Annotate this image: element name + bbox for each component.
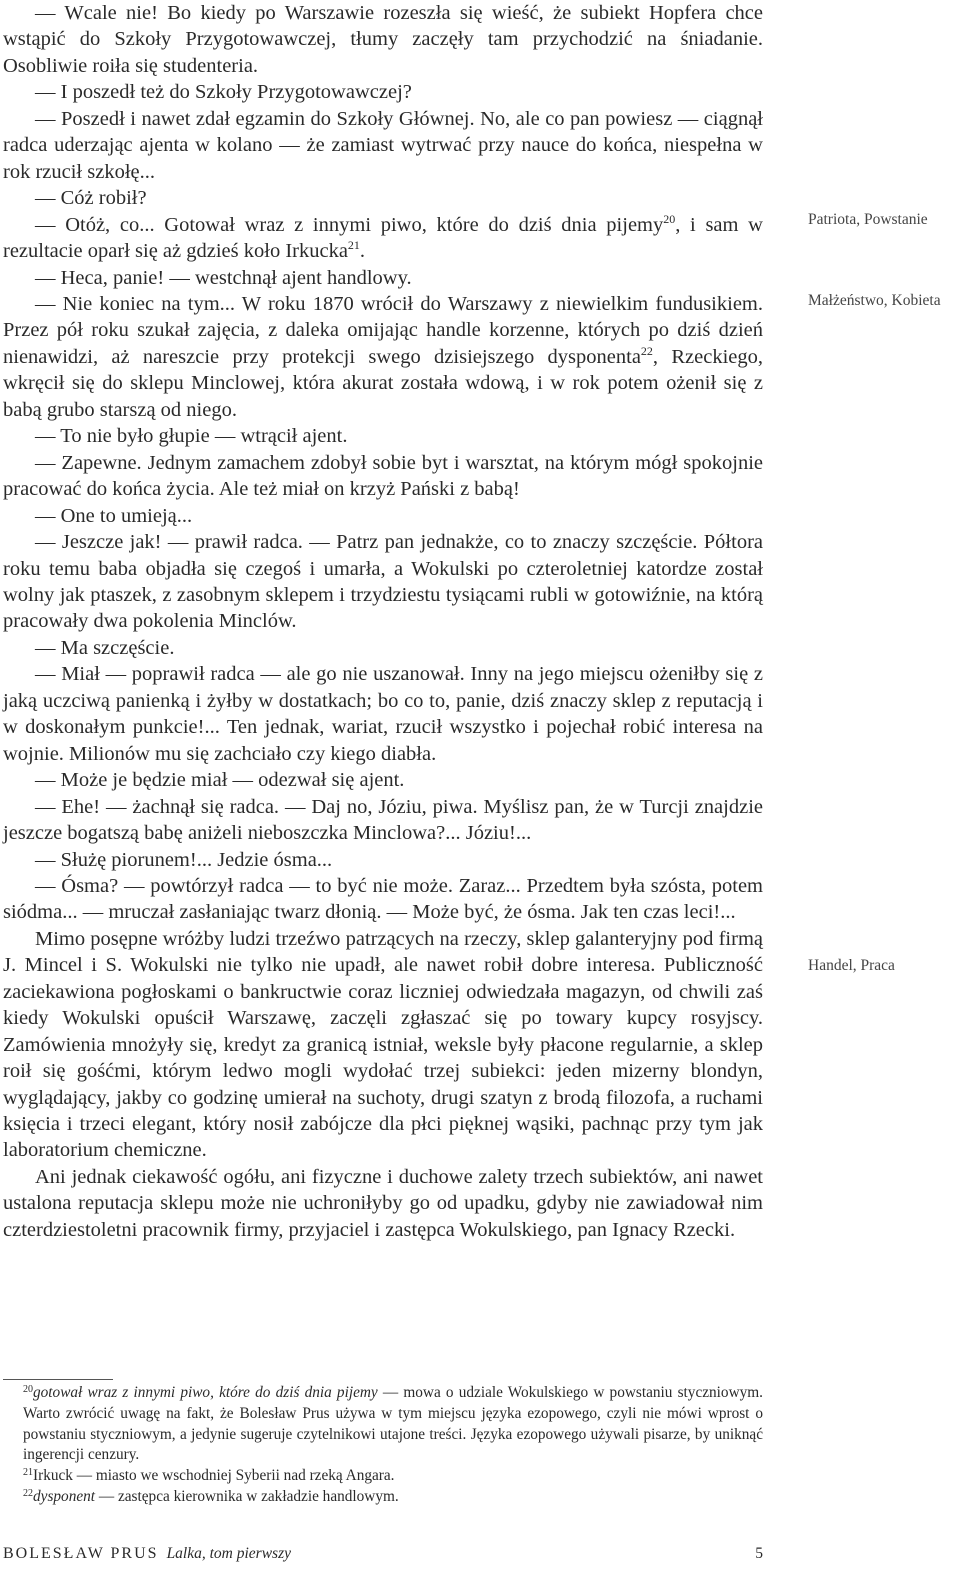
paragraph-text: — I poszedł też do Szkoły Przygotowawczej? xyxy=(35,81,412,104)
footnote-text: — zastępca kierownika w zakładzie handlowym. xyxy=(95,1487,399,1505)
paragraph-text: — Otóż, co... Gotował wraz z innymi piwo, które do dziś dnia pijemy xyxy=(35,213,664,236)
footnote-number: 21 xyxy=(23,1467,33,1479)
margin-note-marriage: Małżeństwo, Kobieta xyxy=(808,292,941,309)
paragraph-text: . xyxy=(359,240,366,263)
paragraph-text: — One to umieją... xyxy=(35,504,193,527)
footnote-22 xyxy=(3,1487,763,1508)
footnote-term: Irkuck xyxy=(33,1467,73,1485)
paragraph xyxy=(3,635,763,661)
paragraph xyxy=(3,794,763,847)
footnote-20 xyxy=(3,1383,763,1466)
footer-author: BOLESŁAW PRUS xyxy=(3,1545,159,1562)
paragraph-text: — Heca, panie! — westchnął ajent handlowy. xyxy=(35,266,412,289)
footnotes xyxy=(3,1383,763,1508)
paragraph-text: — Zapewne. Jednym zamachem zdobył sobie byt i warsztat, na którym mógł spokojnie pracować do końca życia. Ale też miał on krzyż Pański z babą! xyxy=(3,451,763,501)
margin-note-patriotism: Patriota, Powstanie xyxy=(808,211,928,228)
paragraph xyxy=(3,450,763,503)
footnote-ref[interactable]: 21 xyxy=(347,238,360,253)
paragraph-text: — Poszedł i nawet zdał egzamin do Szkoły Głównej. No, ale co pan powiesz — ciągnął radca uderzając ajenta w kolano — że zamiast wytrwać przy nauce do końca, niespełna w rok rzucił szkołę... xyxy=(3,107,763,183)
footnote-ref[interactable]: 22 xyxy=(640,343,653,358)
paragraph-text: — Ehe! — żachnął się radca. — Daj no, Józiu, piwa. Myślisz pan, że w Turcji znajdzie jeszcze bogatszą babę aniżeli nieboszczka Minclowa?... Józiu!... xyxy=(3,795,763,845)
footer-book-title: Lalka, tom pierwszy xyxy=(166,1545,291,1562)
paragraph-text: — Ma szczęście. xyxy=(35,636,175,659)
paragraph-text: , Rzeckiego, wkręcił się do sklepu Minclowej, która akurat została wdową, i w rok potem ożenił się z babą grubo starszą od niego. xyxy=(3,345,763,421)
footnote-number: 20 xyxy=(23,1384,33,1395)
paragraph-text: — Nie koniec na tym... W roku 1870 wrócił do Warszawy z niewielkim fundusikiem. Przez pół roku szukał zajęcia, z daleka omijając handle korzenne, których po dziś dzień nienawidzi, aż nareszcie przy protekcji swego dzisiejszego dysponenta xyxy=(3,292,763,368)
paragraph-text: — Miał — poprawił radca — ale go nie uszanował. Inny na jego miejscu ożeniłby się z jaką uczciwą panienką i żyłby w dostatkach; bo co to, panie, dziś znaczy sklep z reputacją i w doskonałym punkcie!... Ten jednak, wariat, rzucił wszystko i pojechał robić interesa na wojnie. Milionów mu się zachciało czy kiego diabła. xyxy=(3,663,763,765)
paragraph xyxy=(3,0,763,79)
footnote-text: — mowa o udziale Wokulskiego w powstaniu styczniowym. Warto zwrócić uwagę na fakt, że Bolesław Prus używa w tym miejscu języka ezopowego, czyli nie mówi wprost o powstaniu styczniowym, a jedynie sugeruje czytelnikowi utajone treści. Języka ezopowego używali pisarze, by uniknąć ingerencji cenzury. xyxy=(23,1384,763,1464)
paragraph xyxy=(3,265,763,291)
paragraph xyxy=(3,873,763,926)
paragraph-text: — Służę piorunem!... Jedzie ósma... xyxy=(35,848,333,871)
footnote-rule xyxy=(3,1379,113,1380)
main-text xyxy=(3,0,763,1243)
paragraph xyxy=(3,1164,763,1243)
paragraph-text: Mimo posępne wróżby ludzi trzeźwo patrzących na rzeczy, sklep galanteryjny pod firmą J. Mincel i S. Wokulski nie tylko nie upadł, ale nawet robił dobre interesa. Publiczność zaciekawiona pogłoskami o bankructwie coraz liczniej odwiedzała magazyn, od chwili zaś kiedy Wokulski opuścił Warszawę, zaczęli zgłaszać się po towary kupcy rosyjscy. Zamówienia mnożyły się, kredyt za granicą istniał, weksle były płacone regularnie, a sklep roił się gośćmi, którym ledwo mogli wydołać trzej subiekci: jeden mizerny blondyn, wyglądający, jakby co godzinę umierał na suchoty, drugi szatyn z brodą filozofa, a ruchami księcia i trzeci elegant, który nosił zabójcze dla płci pięknej wąsiki, pachnąc przy tym jak laboratorium chemiczne. xyxy=(3,927,763,1162)
footnote-term: gotował wraz z innymi piwo, które do dziś dnia pijemy xyxy=(33,1384,378,1401)
margin-note-trade: Handel, Praca xyxy=(808,957,895,974)
footnote-number: 22 xyxy=(23,1487,33,1499)
paragraph-text: Ani jednak ciekawość ogółu, ani fizyczne i duchowe zalety trzech subiektów, ani nawet ustalona reputacja sklepu może nie uchroniłyby go od upadku, gdyby nie zawiadował nim czterdziestoletni pracownik firmy, przyjaciel i zastępca Wokulskiego, pan Ignacy Rzecki. xyxy=(3,1165,763,1241)
paragraph-text: — Jeszcze jak! — prawił radca. — Patrz pan jednakże, co to znaczy szczęście. Półtora roku temu baba objadła się czegoś i umarła, a Wokulski po czteroletniej katordze został wolny jak ptaszek, z zasobnym sklepem i trzydziestu tysiącami rubli w gotowiźnie, na którą pracowały dwa pokolenia Minclów. xyxy=(3,531,763,633)
paragraph xyxy=(3,423,763,449)
paragraph xyxy=(3,291,763,423)
paragraph-text: — To nie było głupie — wtrącił ajent. xyxy=(35,425,348,448)
paragraph-text: — Wcale nie! Bo kiedy po Warszawie rozeszła się wieść, że subiekt Hopfera chce wstąpić do Szkoły Przygotowawczej, tłumy zaczęły tam przychodzić na śniadanie. Osobliwie roiła się studenteria. xyxy=(3,2,763,77)
paragraph xyxy=(3,847,763,873)
paragraph xyxy=(3,529,763,635)
paragraph xyxy=(3,661,763,767)
paragraph xyxy=(3,926,763,1164)
page-number: 5 xyxy=(755,1545,763,1562)
footnote-text: — miasto we wschodniej Syberii nad rzeką Angara. xyxy=(72,1467,395,1485)
paragraph-text: — Ósma? — powtórzył radca — to być nie może. Zaraz... Przedtem była szósta, potem siódma... — mruczał zasłaniając twarz dłonią. — Może być, że ósma. Jak ten czas leci!... xyxy=(3,874,763,924)
paragraph-text: — Może je będzie miał — odezwał się ajent. xyxy=(35,769,405,792)
paragraph xyxy=(3,185,763,211)
paragraph xyxy=(3,212,763,265)
paragraph xyxy=(3,106,763,185)
paragraph xyxy=(3,79,763,105)
paragraph-text: — Cóż robił? xyxy=(35,187,147,210)
paragraph xyxy=(3,767,763,793)
paragraph xyxy=(3,503,763,529)
footnote-21 xyxy=(3,1466,763,1487)
footnote-ref[interactable]: 20 xyxy=(663,211,676,226)
paragraph-text: , i sam w rezultacie oparł się aż gdzieś koło Irkucka xyxy=(3,213,763,263)
footnote-term: dysponent xyxy=(33,1487,96,1505)
page-footer xyxy=(3,1544,763,1564)
